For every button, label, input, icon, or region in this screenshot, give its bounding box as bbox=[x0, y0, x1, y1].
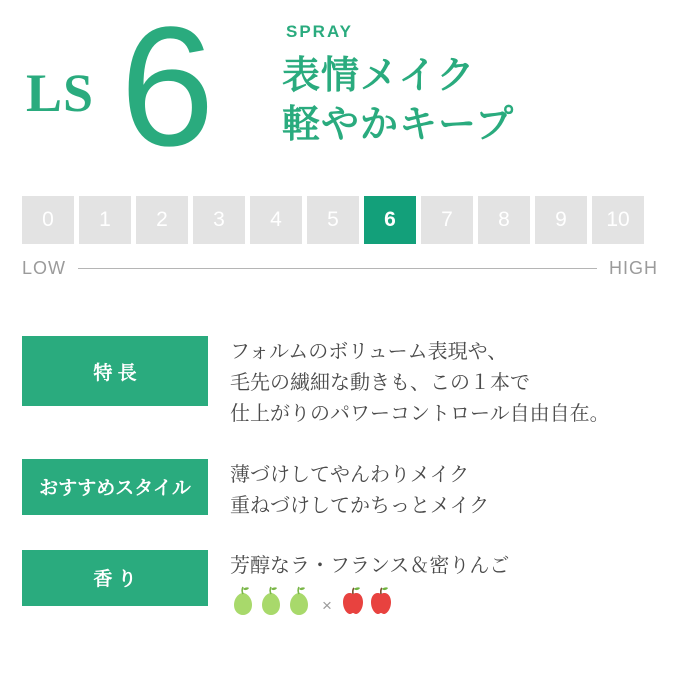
spec-row-line: フォルムのボリューム表現や、 bbox=[230, 341, 508, 363]
scale-cells bbox=[22, 196, 658, 244]
scale-high-label: HIGH bbox=[609, 258, 658, 278]
spec-row-label: 香 り bbox=[22, 550, 208, 606]
scale-cell-9: 9 bbox=[535, 196, 587, 244]
spec-row-line: 芳醇なラ・フランス＆密りんご bbox=[230, 554, 510, 577]
spec-row-label: 特 長 bbox=[22, 336, 208, 406]
scale-cell-1: 1 bbox=[79, 196, 131, 244]
header bbox=[0, 0, 680, 180]
spec-row-line: 仕上がりのパワーコントロール自由自在。 bbox=[230, 403, 610, 426]
pear-icon bbox=[230, 586, 256, 626]
fruit-icon-group bbox=[230, 586, 509, 626]
level-number: 6 bbox=[120, 0, 215, 182]
scale-cell-4: 4 bbox=[250, 196, 302, 244]
scale-cell-5: 5 bbox=[307, 196, 359, 244]
scale-cell-0: 0 bbox=[22, 196, 74, 244]
scale-cell-10: 10 bbox=[592, 196, 644, 244]
tagline-line-1: 表情メイク bbox=[282, 55, 476, 97]
scale-cell-3: 3 bbox=[193, 196, 245, 244]
spec-row bbox=[22, 550, 662, 626]
spec-row-body bbox=[230, 550, 509, 626]
scale-cell-8: 8 bbox=[478, 196, 530, 244]
spec-row bbox=[22, 459, 662, 522]
scale-cell-7: 7 bbox=[421, 196, 473, 244]
category-label: SPRAY bbox=[286, 22, 354, 41]
scale-cell-6: 6 bbox=[364, 196, 416, 244]
spec-row-line: 重ねづけしてかちっとメイク bbox=[230, 494, 490, 517]
multiply-icon: × bbox=[322, 595, 332, 615]
axis-line bbox=[78, 268, 597, 269]
spec-row bbox=[22, 336, 662, 431]
spec-row-line: 薄づけしてやんわりメイク bbox=[230, 463, 470, 486]
apple-icon bbox=[340, 586, 366, 626]
scale-axis bbox=[22, 258, 658, 279]
spec-row-line: 毛先の繊細な動きも、この１本で bbox=[230, 372, 530, 395]
brand-label: LS bbox=[26, 63, 95, 123]
pear-icon bbox=[258, 586, 284, 626]
tagline bbox=[282, 52, 514, 149]
apple-icon bbox=[368, 586, 394, 626]
pear-icon bbox=[286, 586, 312, 626]
spec-row-label: おすすめスタイル bbox=[22, 459, 208, 515]
strength-scale bbox=[22, 196, 658, 279]
spec-row-body bbox=[230, 459, 489, 522]
scale-cell-2: 2 bbox=[136, 196, 188, 244]
spec-rows bbox=[22, 336, 662, 654]
spec-row-body bbox=[230, 336, 610, 431]
scale-low-label: LOW bbox=[22, 258, 67, 278]
tagline-line-2: 軽やかキープ bbox=[282, 103, 515, 146]
